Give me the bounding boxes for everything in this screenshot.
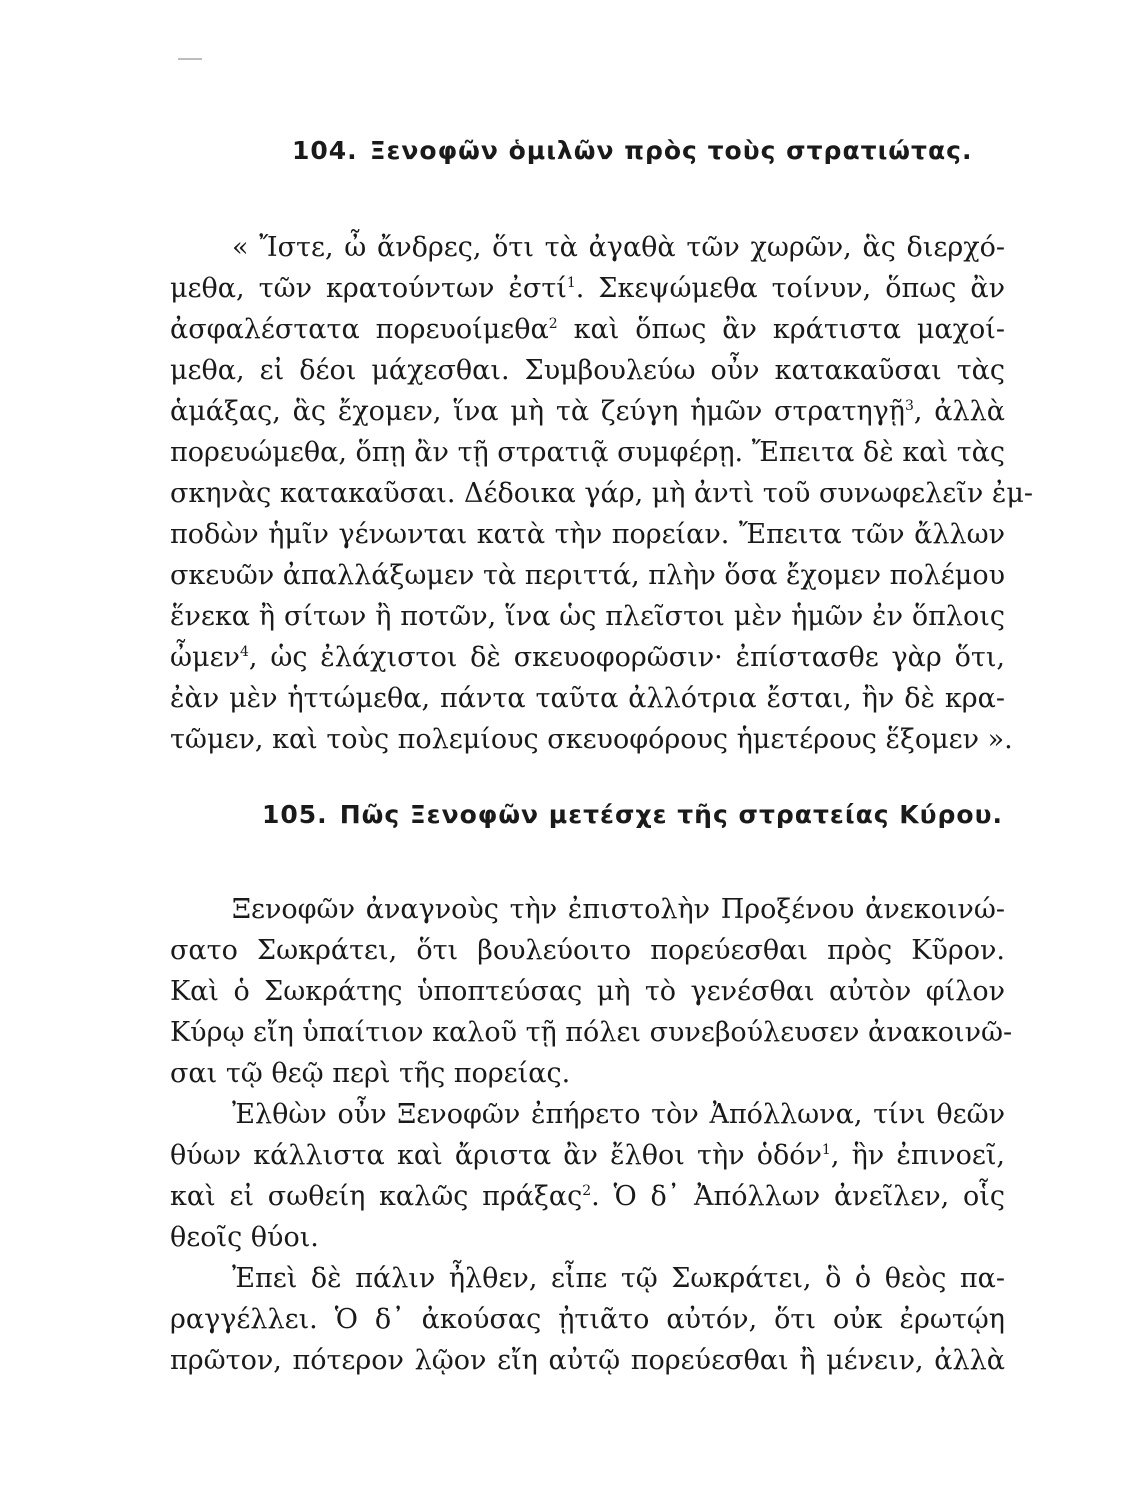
text-line: Ἐλθὼν οὖν Ξενοφῶν ἐπήρετο τὸν Ἀπόλλωνα, τίνι θεῶν bbox=[232, 1099, 1005, 1130]
footnote-ref: 1 bbox=[821, 1142, 831, 1158]
text-line: σκευῶν ἀπαλλάξωμεν τὰ περιττά, πλὴν ὅσα ἔχομεν πολέμου bbox=[170, 560, 1005, 591]
text-line: Ξενοφῶν ἀναγνοὺς τὴν ἐπιστολὴν Προξένου ἀνεκοινώ- bbox=[232, 894, 1005, 925]
text-line: Ἐπεὶ δὲ πάλιν ἦλθεν, εἶπε τῷ Σωκράτει, ὃ ὁ θεὸς πα- bbox=[232, 1263, 1005, 1294]
footnote-ref: 3 bbox=[904, 398, 914, 414]
section-heading-104 bbox=[292, 136, 972, 165]
text-line: θεοῖς θύοι. bbox=[170, 1222, 319, 1253]
page-mark bbox=[178, 58, 202, 60]
section-number: 104. bbox=[292, 136, 358, 165]
text-line: μεθα, εἰ δέοι μάχεσθαι. Συμβουλεύω οὖν κατακαῦσαι τὰς bbox=[170, 355, 1005, 386]
footnote-ref: 2 bbox=[582, 1183, 592, 1199]
text-line: πορευώμεθα, ὅπῃ ἂν τῇ στρατιᾷ συμφέρῃ. Ἔπειτα δὲ καὶ τὰς bbox=[170, 437, 1005, 468]
section-title: Πῶς Ξενοφῶν μετέσχε τῆς στρατείας Κύρου. bbox=[339, 800, 1003, 829]
text-line: ἀσφαλέστατα πορευοίμεθα$^2$ καὶ ὅπως ἂν κράτιστα μαχοί- bbox=[170, 314, 1005, 345]
text-line: θύων κάλλιστα καὶ ἄριστα ἂν ἔλθοι τὴν ὁδόν$^1$, ἣν ἐπινοεῖ, bbox=[170, 1140, 1005, 1171]
text-line: Κύρῳ εἴη ὑπαίτιον καλοῦ τῇ πόλει συνεβούλευσεν ἀνακοινῶ- bbox=[170, 1017, 1013, 1048]
text-line: Καὶ ὁ Σωκράτης ὑποπτεύσας μὴ τὸ γενέσθαι αὐτὸν φίλον bbox=[170, 976, 1005, 1007]
footnote-ref: 4 bbox=[239, 644, 249, 660]
section-number: 105. bbox=[262, 800, 328, 829]
text-line: ραγγέλλει. Ὁ δ᾽ ἀκούσας ᾐτιᾶτο αὐτόν, ὅτι οὐκ ἐρωτῴη bbox=[170, 1304, 1005, 1335]
text-line: σαι τῷ θεῷ περὶ τῆς πορείας. bbox=[170, 1058, 571, 1089]
text-line: σκηνὰς κατακαῦσαι. Δέδοικα γάρ, μὴ ἀντὶ τοῦ συνωφελεῖν ἐμ- bbox=[170, 478, 1033, 509]
text-line: σατο Σωκράτει, ὅτι βουλεύοιτο πορεύεσθαι πρὸς Κῦρον. bbox=[170, 935, 1005, 966]
text-line: τῶμεν, καὶ τοὺς πολεμίους σκευοφόρους ἡμετέρους ἕξομεν ». bbox=[170, 724, 1013, 755]
text-line: πρῶτον, πότερον λῷον εἴη αὐτῷ πορεύεσθαι ἢ μένειν, ἀλλὰ bbox=[170, 1345, 1005, 1376]
text-line: ἁμάξας, ἃς ἔχομεν, ἵνα μὴ τὰ ζεύγη ἡμῶν στρατηγῇ$^3$, ἀλλὰ bbox=[170, 396, 1005, 427]
text-line: καὶ εἰ σωθείη καλῶς πράξας$^2$. Ὁ δ᾽ Ἀπόλλων ἀνεῖλεν, οἷς bbox=[170, 1181, 1005, 1212]
footnote-ref: 2 bbox=[548, 316, 558, 332]
text-line: ἕνεκα ἢ σίτων ἢ ποτῶν, ἵνα ὡς πλεῖστοι μὲν ἡμῶν ἐν ὅπλοις bbox=[170, 601, 1005, 632]
section-heading-105 bbox=[262, 800, 1003, 829]
text-line: μεθα, τῶν κρατούντων ἐστί$^1$. Σκεψώμεθα τοίνυν, ὅπως ἂν bbox=[170, 273, 1006, 304]
text-line: ὦμεν$^4$, ὡς ἐλάχιστοι δὲ σκευοφορῶσιν· ἐπίστασθε γὰρ ὅτι, bbox=[170, 642, 1005, 673]
section-title: Ξενοφῶν ὁμιλῶν πρὸς τοὺς στρατιώτας. bbox=[369, 136, 973, 165]
text-line: ἐὰν μὲν ἡττώμεθα, πάντα ταῦτα ἀλλότρια ἔσται, ἢν δὲ κρα- bbox=[170, 683, 1005, 714]
text-line: ποδὼν ἡμῖν γένωνται κατὰ τὴν πορείαν. Ἔπειτα τῶν ἄλλων bbox=[170, 519, 1005, 550]
text-line: « Ἴστε, ὦ ἄνδρες, ὅτι τὰ ἀγαθὰ τῶν χωρῶν, ἃς διερχό- bbox=[232, 232, 1005, 263]
footnote-ref: 1 bbox=[566, 275, 576, 291]
